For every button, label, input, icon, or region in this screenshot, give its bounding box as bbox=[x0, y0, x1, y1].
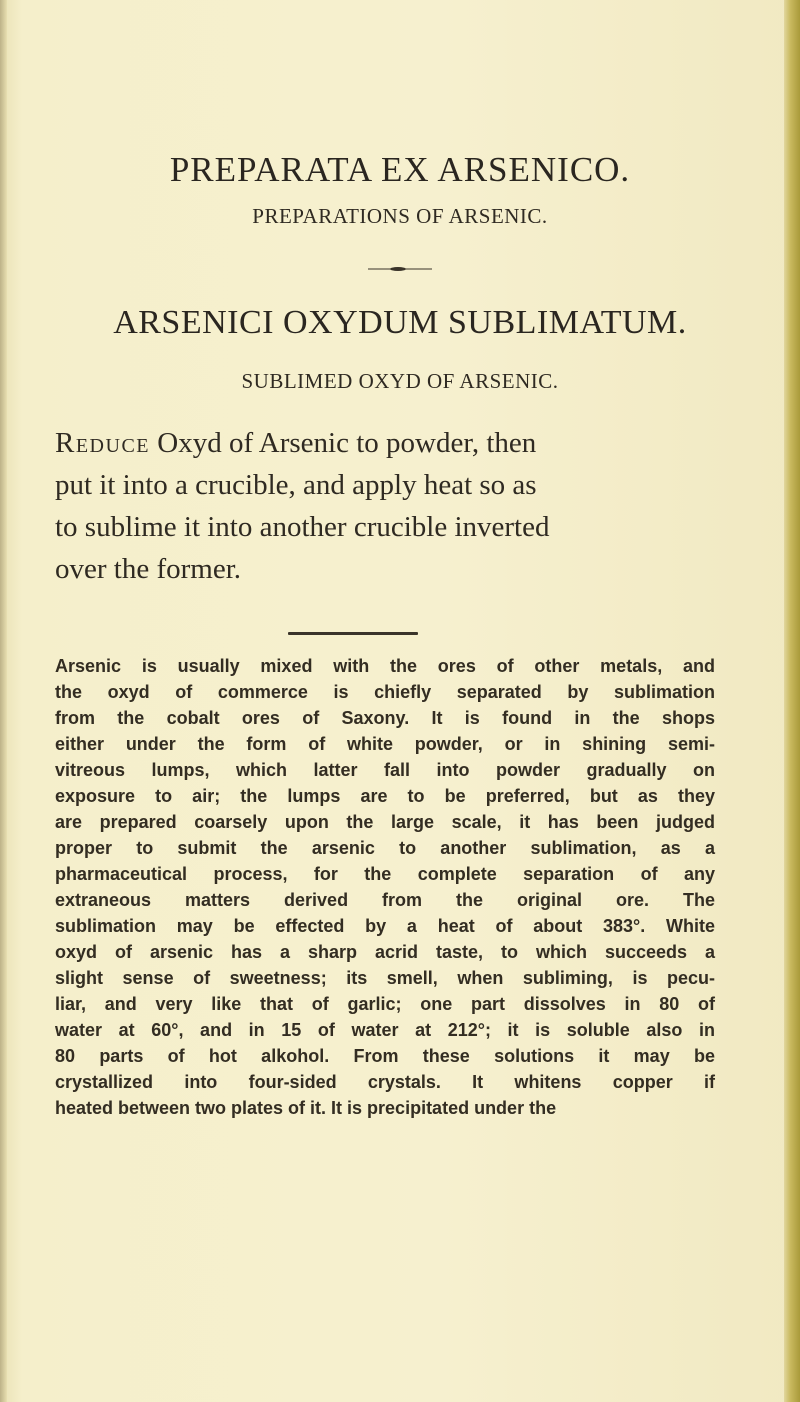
section-subtitle: SUBLIMED OXYD OF ARSENIC. bbox=[241, 369, 559, 393]
recipe-first-word: Reduce bbox=[55, 427, 151, 459]
note-line: proper to submit the arsenic to another sublimation, as a bbox=[55, 838, 715, 858]
note-line: Arsenic is usually mixed with the ores of other metals, and bbox=[55, 656, 715, 676]
commentary-paragraph bbox=[55, 653, 715, 1121]
recipe-line-1 bbox=[55, 422, 715, 464]
note-line: vitreous lumps, which latter fall into powder gradually on bbox=[55, 760, 715, 780]
recipe-paragraph bbox=[55, 422, 715, 590]
section-title: ARSENICI OXYDUM SUBLIMATUM. bbox=[113, 304, 687, 341]
note-line: crystallized into four-sided crystals. It whitens copper if bbox=[55, 1072, 715, 1092]
recipe-line-1-rest: Oxyd of Arsenic to powder, then bbox=[157, 427, 537, 459]
note-line: pharmaceutical process, for the complete separation of any bbox=[55, 864, 715, 884]
note-line: water at 60°, and in 15 of water at 212°; it is soluble also in bbox=[55, 1020, 715, 1040]
note-line: slight sense of sweetness; its smell, when subliming, is pecu- bbox=[55, 968, 715, 988]
recipe-line-4: over the former. bbox=[55, 553, 242, 585]
note-line: liar, and very like that of garlic; one part dissolves in 80 of bbox=[55, 994, 715, 1014]
recipe-line-2: put it into a crucible, and apply heat so as bbox=[55, 469, 537, 501]
note-line: the oxyd of commerce is chiefly separated by sublimation bbox=[55, 682, 715, 702]
note-line: sublimation may be effected by a heat of about 383°. White bbox=[55, 916, 715, 936]
note-line: are prepared coarsely upon the large scale, it has been judged bbox=[55, 812, 715, 832]
note-line: exposure to air; the lumps are to be preferred, but as they bbox=[55, 786, 715, 806]
page-subtitle: PREPARATIONS OF ARSENIC. bbox=[252, 204, 548, 228]
note-line: extraneous matters derived from the original ore. The bbox=[55, 890, 715, 910]
page-title: PREPARATA EX ARSENICO. bbox=[169, 150, 631, 189]
note-line: either under the form of white powder, or in shining semi- bbox=[55, 734, 715, 754]
recipe-line-3: to sublime it into another crucible inverted bbox=[55, 511, 550, 543]
note-line: from the cobalt ores of Saxony. It is found in the shops bbox=[55, 708, 715, 728]
note-line: oxyd of arsenic has a sharp acrid taste, to which succeeds a bbox=[55, 942, 715, 962]
note-line: heated between two plates of it. It is precipitated under the bbox=[55, 1098, 557, 1118]
ornament-divider bbox=[368, 267, 432, 271]
note-line: 80 parts of hot alkohol. From these solutions it may be bbox=[55, 1046, 715, 1066]
section-rule bbox=[288, 632, 418, 635]
